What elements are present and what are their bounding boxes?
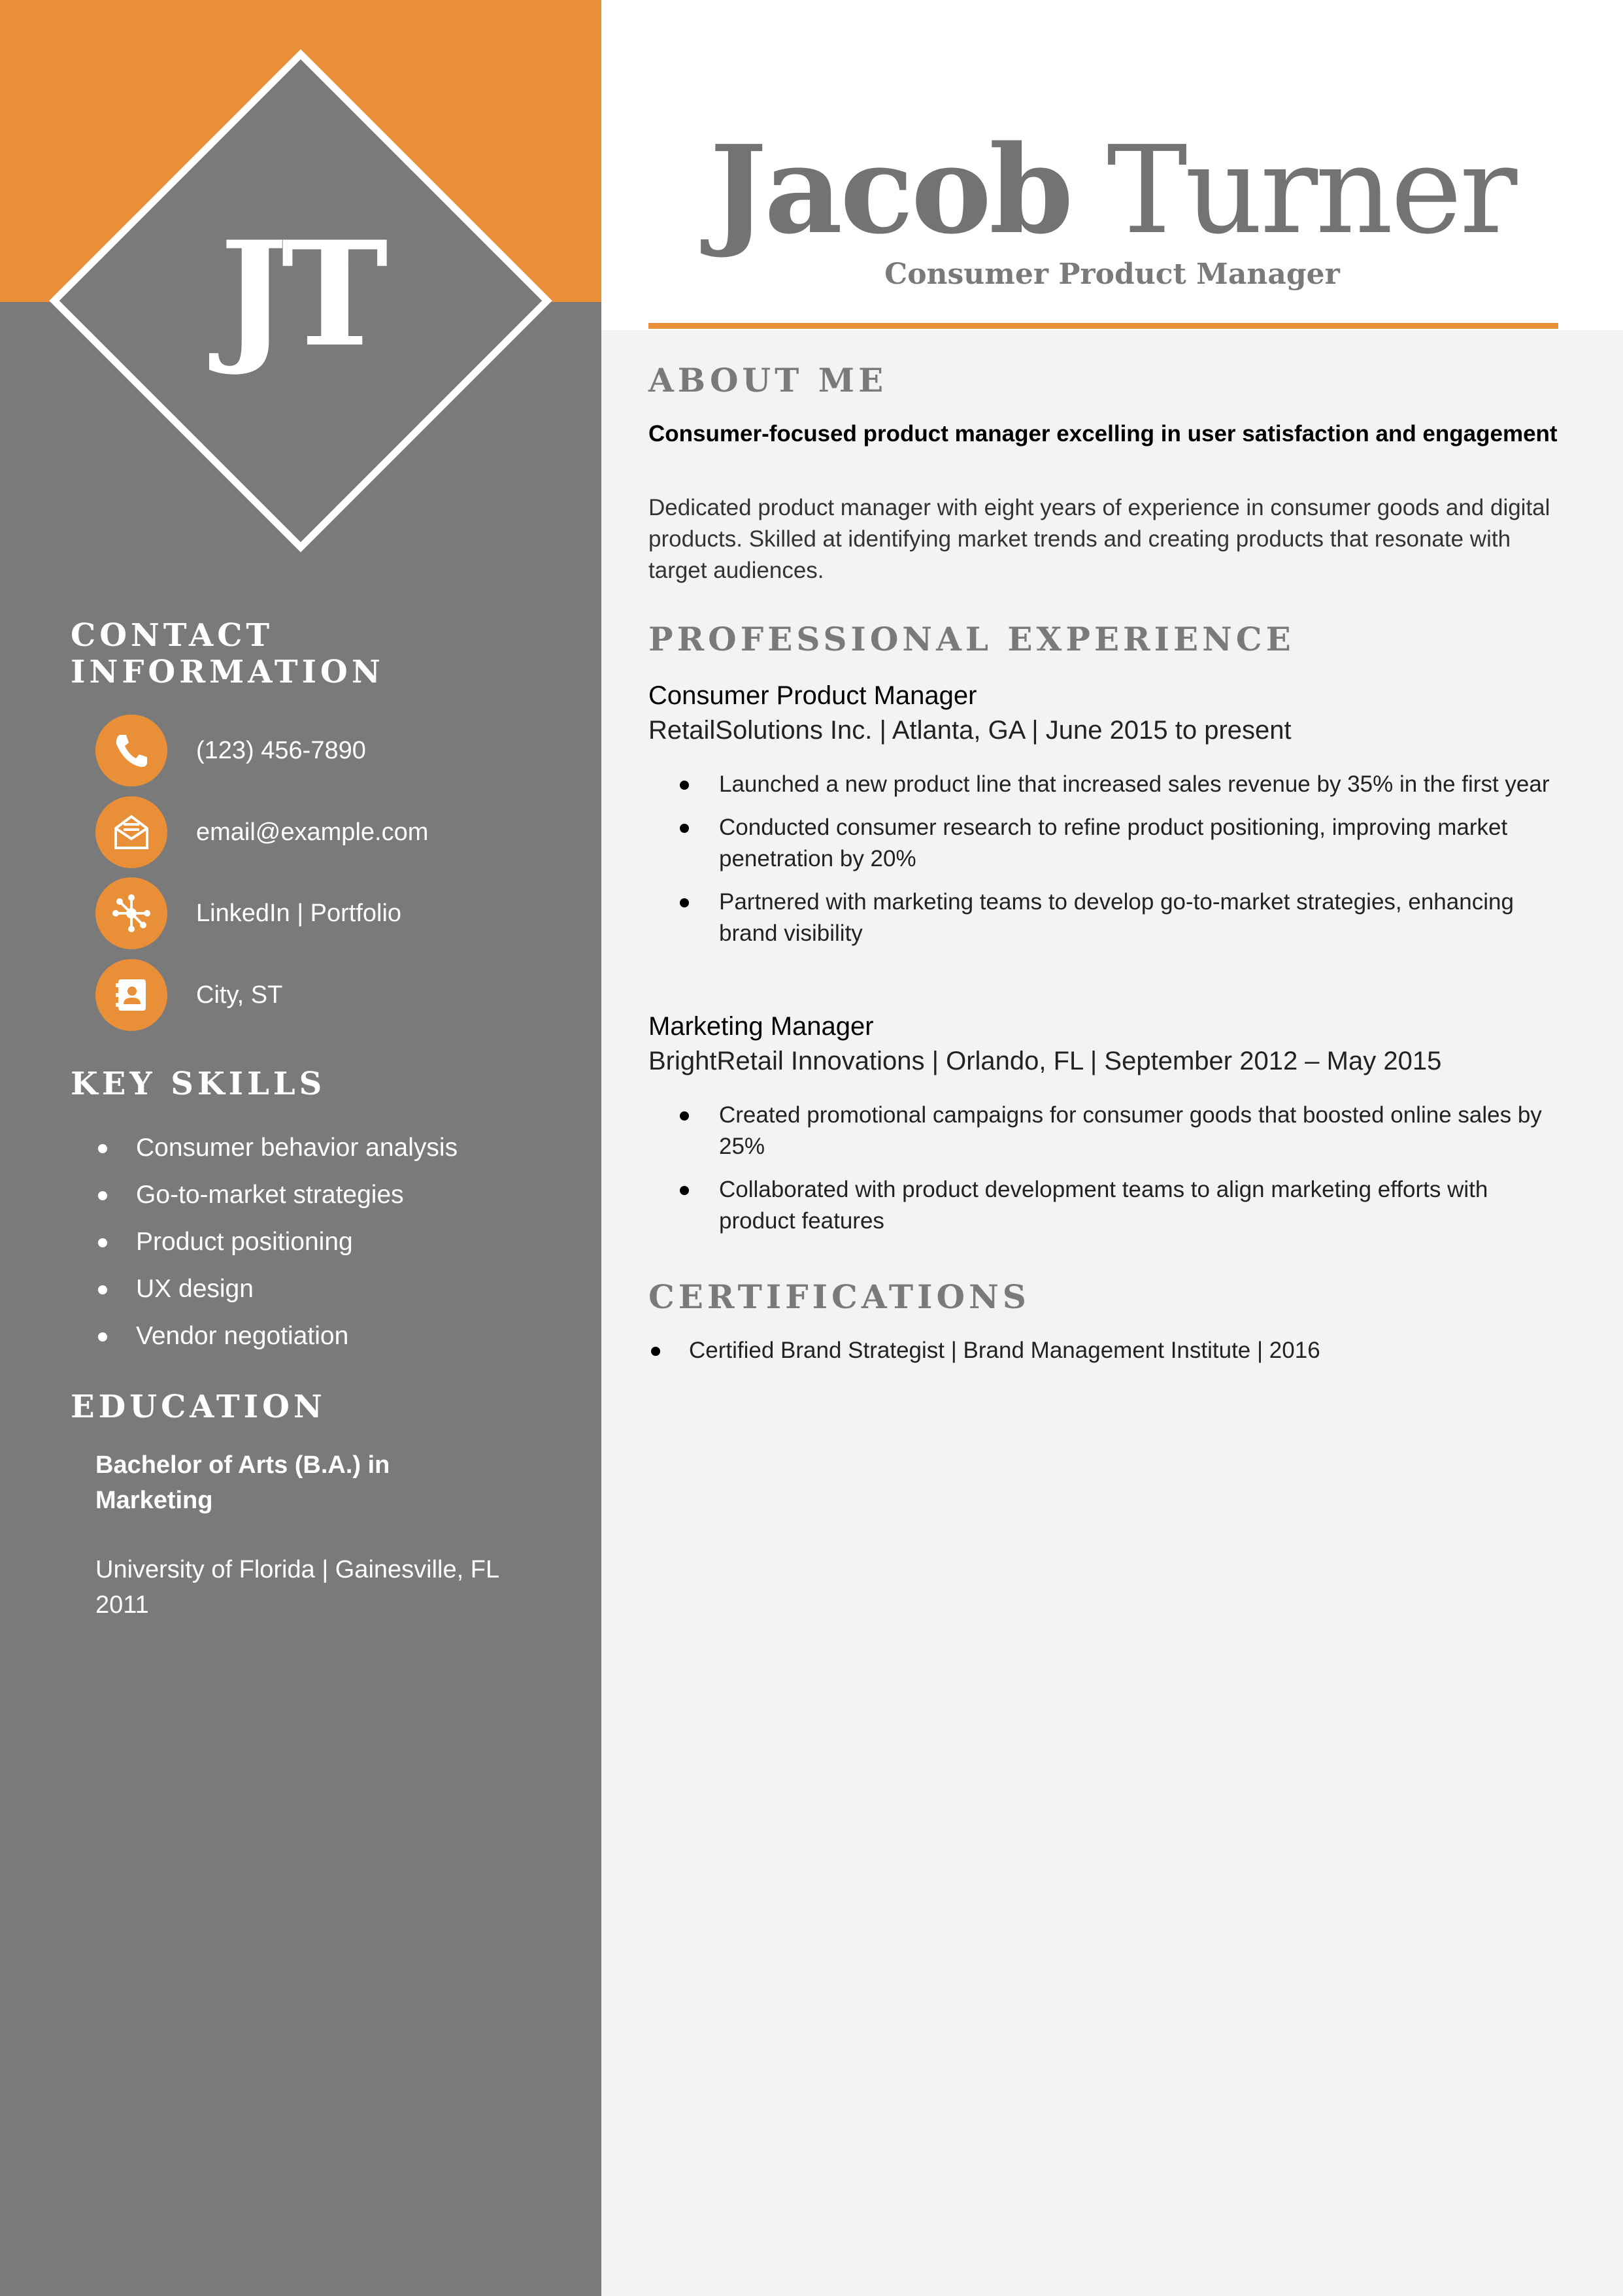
candidate-name [601, 118, 1623, 261]
job-title: Marketing Manager [648, 1012, 874, 1041]
contact-email-text: email@example.com [196, 818, 429, 846]
skills-heading: KEY SKILLS [71, 1066, 326, 1102]
job-bullets [648, 1100, 1560, 1249]
about-tagline: Consumer-focused product manager excelling in user satisfaction and engagement [648, 421, 1558, 447]
experience-heading: PROFESSIONAL EXPERIENCE [648, 620, 1295, 658]
last-name: Turner [1107, 120, 1515, 261]
email-icon [95, 796, 167, 868]
contact-links[interactable] [95, 877, 401, 949]
contact-location[interactable] [95, 959, 282, 1031]
skill-item: Vendor negotiation [71, 1313, 458, 1360]
job-bullets [648, 769, 1560, 961]
header-divider [648, 323, 1558, 329]
job-title: Consumer Product Manager [648, 681, 977, 710]
education-degree: Bachelor of Arts (B.A.) in Marketing [95, 1451, 390, 1514]
contact-location-text: City, ST [196, 981, 283, 1009]
contact-email[interactable] [95, 796, 428, 868]
job-bullet: Created promotional campaigns for consumer goods that boosted online sales by 25% [648, 1100, 1560, 1162]
contact-links-text: LinkedIn | Portfolio [196, 899, 402, 927]
certifications-heading: CERTIFICATIONS [648, 1277, 1030, 1316]
about-heading: ABOUT ME [648, 361, 888, 399]
skill-item: Product positioning [71, 1219, 458, 1266]
skill-item: Go-to-market strategies [71, 1172, 458, 1219]
education-heading: EDUCATION [71, 1389, 326, 1425]
network-icon [95, 877, 167, 949]
contact-phone-text: (123) 456-7890 [196, 736, 366, 764]
job-meta: BrightRetail Innovations | Orlando, FL | September 2012 – May 2015 [648, 1047, 1442, 1075]
certification-item: Certified Brand Strategist | Brand Management Institute | 2016 [648, 1335, 1560, 1366]
phone-icon [95, 715, 167, 786]
job-bullet: Collaborated with product development teams to align marketing efforts with product features [648, 1174, 1560, 1237]
job-bullet: Launched a new product line that increased sales revenue by 35% in the first year [648, 769, 1560, 800]
education-school: University of Florida | Gainesville, FL 2011 [95, 1556, 499, 1619]
job-bullet: Conducted consumer research to refine product positioning, improving market penetration by 20% [648, 812, 1560, 875]
contact-phone[interactable] [95, 715, 366, 786]
certifications-list [648, 1335, 1560, 1366]
skill-item: UX design [71, 1266, 458, 1313]
about-summary: Dedicated product manager with eight years of experience in consumer goods and digital products. Skilled at identifying market trends and creating products that resonate with target audiences. [648, 495, 1550, 583]
contact-heading: CONTACT INFORMATION [71, 617, 384, 690]
address-book-icon [95, 959, 167, 1031]
monogram: JT [220, 209, 382, 379]
first-name: Jacob [709, 118, 1071, 261]
job-bullet: Partnered with marketing teams to develop go-to-market strategies, enhancing brand visibility [648, 886, 1560, 949]
job-title-subtitle: Consumer Product Manager [884, 258, 1340, 291]
job-meta: RetailSolutions Inc. | Atlanta, GA | June 2015 to present [648, 716, 1292, 745]
skill-item: Consumer behavior analysis [71, 1124, 458, 1172]
skills-list [71, 1124, 458, 1360]
